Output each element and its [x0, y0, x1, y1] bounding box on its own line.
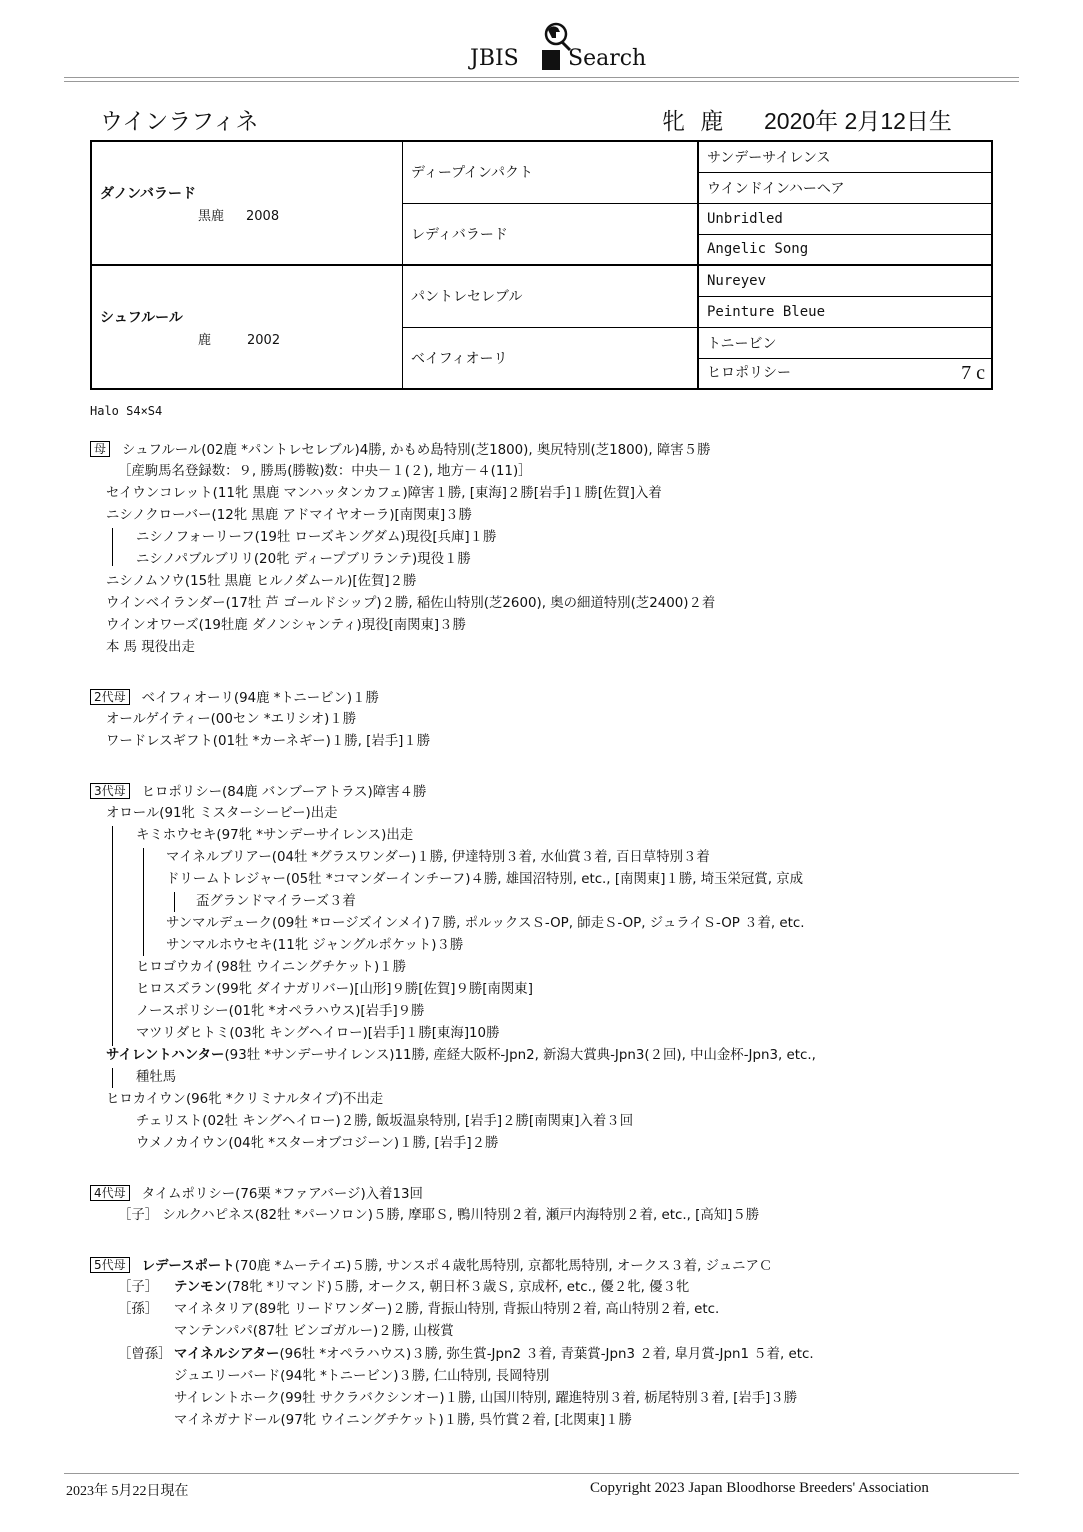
list-item: マンテンパパ(87牡 ビンゴガルー)２勝, 山桜賞 [174, 1324, 454, 1339]
section-label: 母 [90, 441, 110, 457]
logo-text-jbis: JBIS [470, 46, 519, 71]
list-item: マツリダヒトミ(03牝 キングヘイロー)[岩手]１勝[東海]10勝 [136, 1026, 500, 1041]
section-label: 5代母 [90, 1257, 130, 1273]
pedigree-gen3-5: Nureyev [698, 265, 992, 296]
dam-name: シュフルール [100, 309, 183, 326]
sire-cell [91, 141, 403, 265]
list-item: サンマルデューク(09牡 *ロージズインメイ)７勝, ポルックスＳ-OP, 師走Ｓ-OP, ジュライＳ-OP ３着, etc. [166, 916, 805, 931]
dam-cell [91, 265, 403, 389]
line-text: タイムポリシー(76栗 *ファアバージ)入着13回 [141, 1187, 423, 1202]
list-item: ノースポリシー(01牝 *オペラハウス)[岩手]９勝 [136, 1004, 425, 1019]
pedigree-gen2-2: レディバラード [403, 203, 699, 265]
list-item: ヒロカイウン(96牝 *クリミナルタイプ)不出走 [106, 1092, 384, 1107]
list-item: ヒロスズラン(99牝 ダイナガリバー)[山形]９勝[佐賀]９勝[南関東] [136, 982, 533, 997]
line-text: ヒロポリシー(84鹿 バンブーアトラス)障害４勝 [141, 785, 427, 800]
pedigree-gen3-8 [698, 358, 992, 389]
logo-text-search: Search [568, 46, 647, 71]
line-text: (70鹿 *ムーテイエ)５勝, サンスポ４歳牝馬特別, 京都牝馬特別, オークス３着, ジュニアＣ [234, 1259, 773, 1274]
list-item [90, 783, 426, 802]
list-item: サイレントホーク(99牡 サクラバクシンオー)１勝, 山国川特別, 躍進特別３着, 栃尾特別３着, [岩手]３勝 [174, 1391, 798, 1406]
list-item: ニシノムソウ(15牡 黒鹿 ヒルノダムール)[佐賀]２勝 [106, 574, 417, 589]
list-item [90, 441, 710, 460]
tree-connector [112, 826, 113, 1046]
birth-date: 2020年 2月12日生 [764, 108, 952, 134]
notable-horse: サイレントハンター [106, 1048, 225, 1063]
relation-prefix: ［孫］ [118, 1302, 159, 1317]
footer-rule [64, 1473, 1019, 1474]
sex-color: 牝 鹿 [662, 109, 728, 135]
line-text: (96牡 *オペラハウス)３勝, 弥生賞-Jpn2 ３着, 青葉賞-Jpn3 ２着, 皐月賞-Jpn1 ５着, etc. [279, 1347, 814, 1362]
notable-horse: テンモン [174, 1280, 227, 1295]
notable-horse: レデースポート [141, 1259, 235, 1274]
tree-connector [143, 848, 144, 956]
list-item: 本 馬 現役出走 [106, 640, 195, 655]
list-item: キミホウセキ(97牝 *サンデーサイレンス)出走 [136, 828, 414, 843]
pedigree-gen2-1: ディープインパクト [403, 141, 699, 203]
list-item: チェリスト(02牡 キングヘイロー)２勝, 飯坂温泉特別, [岩手]２勝[南関東]入着３回 [136, 1114, 634, 1129]
jbis-search-logo[interactable] [470, 14, 647, 76]
horse-name: ウインラフィネ [100, 109, 259, 135]
list-item [118, 1279, 689, 1297]
list-item: 種牡馬 [136, 1070, 177, 1085]
list-item [90, 689, 379, 708]
list-item [90, 1185, 423, 1204]
family-number: 7 c [961, 361, 985, 384]
list-item [118, 1301, 719, 1319]
list-item: ヒロゴウカイ(98牡 ウイニングチケット)１勝 [136, 960, 406, 975]
sire-color: 黒鹿 [198, 208, 225, 224]
pedigree-gen3-1: サンデーサイレンス [698, 141, 992, 172]
section-label: 2代母 [90, 689, 130, 705]
pedigree-gen3-6: Peinture Bleue [698, 296, 992, 327]
sire-year: 2008 [246, 208, 280, 224]
list-item: ワードレスギフト(01牡 *カーネギー)１勝, [岩手]１勝 [106, 734, 431, 749]
list-item: サンマルホウセキ(11牝 ジャングルポケット)３勝 [166, 938, 464, 953]
tree-connector [112, 1068, 113, 1088]
list-item [118, 1346, 814, 1364]
list-item: マイネガナドール(97牝 ウイニングチケット)１勝, 呉竹賞２着, [北関東]１勝 [174, 1413, 632, 1428]
copyright: Copyright 2023 Japan Bloodhorse Breeders' Association [590, 1480, 929, 1496]
list-item: ウインベイランダー(17牡 芦 ゴールドシップ)２勝, 稲佐山特別(芝2600), 奥の細道特別(芝2400)２着 [106, 596, 716, 611]
list-item: ニシノクローバー(12牝 黒鹿 アドマイヤオーラ)[南関東]３勝 [106, 508, 472, 523]
relation-prefix: ［子］ [118, 1280, 159, 1295]
header-rule-2 [64, 81, 1019, 82]
pedigree-gen2-3: パントレセレブル [403, 265, 699, 327]
sire-name: ダノンバラード [100, 185, 197, 202]
pedigree-gen3-3: Unbridled [698, 203, 992, 234]
dam-year: 2002 [247, 332, 281, 348]
pedigree-gen3-4: Angelic Song [698, 234, 992, 265]
list-item: ウインオワーズ(19牡鹿 ダノンシャンティ)現役[南関東]３勝 [106, 618, 466, 633]
list-item: セイウンコレット(11牝 黒鹿 マンハッタンカフェ)障害１勝, [東海]２勝[岩手]１勝[佐賀]入着 [106, 486, 662, 501]
list-item: ジュエリーバード(94牝 *トニービン)３勝, 仁山特別, 長岡特別 [174, 1369, 550, 1384]
pedigree-gen3-7: トニービン [698, 327, 992, 358]
as-of-date: 2023年 5月22日現在 [66, 1484, 189, 1499]
notable-horse: マイネルシアター [174, 1347, 280, 1362]
tree-connector [174, 892, 175, 912]
list-item: ニシノパブルブリリ(20牝 ディープブリランテ)現役１勝 [136, 552, 471, 567]
section-label: 3代母 [90, 783, 130, 799]
list-item: オロール(91牝 ミスターシービー)出走 [106, 806, 338, 821]
section-label: 4代母 [90, 1185, 130, 1201]
line-text: (93牡 *サンデーサイレンス)11勝, 産経大阪杯-Jpn2, 新潟大賞典-Jpn3(２回), 中山金杯-Jpn3, etc., [224, 1048, 816, 1063]
header-rule-1 [64, 77, 1019, 78]
line-text: シュフルール(02鹿 *パントレセレブル)4勝, かもめ島特別(芝1800), 奥尻特別(芝1800), 障害５勝 [122, 443, 711, 458]
dam-color: 鹿 [198, 332, 212, 348]
list-item [90, 1257, 772, 1276]
list-item: ドリームトレジャー(05牡 *コマンダーインチーフ)４勝, 雄国沼特別, etc., [南関東]１勝, 埼玉栄冠賞, 京成 [166, 872, 803, 887]
tree-connector [112, 528, 113, 566]
pedigree-table [90, 140, 993, 390]
list-item: マイネルブリアー(04牡 *グラスワンダー)１勝, 伊達特別３着, 水仙賞３着, 百日草特別３着 [166, 850, 710, 865]
list-item: ［産駒馬名登録数：９, 勝馬(勝鞍)数：中央－１(２), 地方－４(11)］ [118, 464, 532, 479]
inbreeding-note: Halo S4×S4 [90, 404, 163, 418]
list-item: ニシノフォーリーフ(19牡 ローズキングダム)現役[兵庫]１勝 [136, 530, 497, 545]
line-text: マイネタリア(89牝 リードワンダー)２勝, 背振山特別, 背振山特別２着, 高山特別２着, etc. [174, 1302, 720, 1317]
pedigree-gen3-2: ウインドインハーヘア [698, 172, 992, 203]
pedigree-gen3-8-name: ヒロポリシー [707, 364, 791, 381]
list-item: オールゲイティー(00セン *エリシオ)１勝 [106, 712, 357, 727]
list-item [106, 1047, 816, 1065]
pedigree-gen2-4: ベイフィオーリ [403, 327, 699, 389]
list-item: ウメノカイウン(04牝 *スターオブコジーン)１勝, [岩手]２勝 [136, 1136, 499, 1151]
line-text: ベイフィオーリ(94鹿 *トニービン)１勝 [141, 691, 379, 706]
list-item: 盃グランドマイラーズ３着 [196, 894, 356, 909]
relation-prefix: ［曾孫］ [118, 1347, 172, 1362]
list-item: ［子］ シルクハピネス(82牡 *パーソロン)５勝, 摩耶Ｓ, 鴨川特別２着, 瀬戸内海特別２着, etc., [高知]５勝 [118, 1208, 760, 1223]
line-text: (78牝 *リマンド)５勝, オークス, 朝日杯３歳Ｓ, 京成杯, etc., 優２牝, 優３牝 [226, 1280, 690, 1295]
